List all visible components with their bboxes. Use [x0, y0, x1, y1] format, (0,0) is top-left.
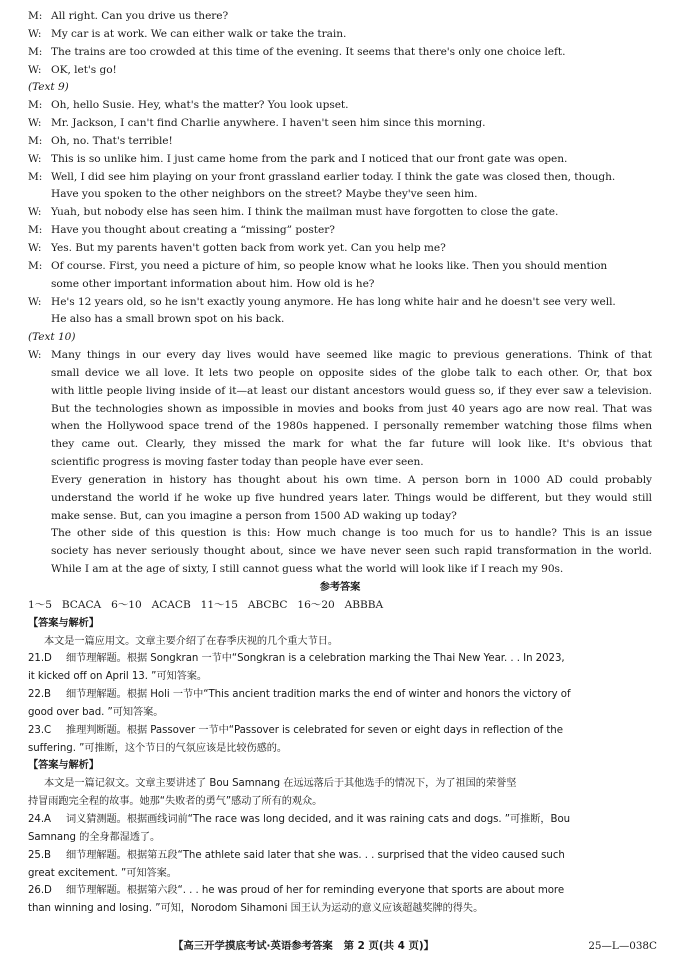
line-text: This is so unlike him. I just came home from the park and I noticed that our front gate was open.: [51, 152, 568, 165]
line-text: While I am at the age of sixty, I still cannot guess what the world will look like if I reach my 90s.: [51, 563, 564, 576]
section2-items: [28, 811, 652, 918]
answer-number: 24.A: [28, 813, 51, 825]
answer-item: [28, 847, 652, 865]
dialogue-line: [28, 561, 652, 579]
answer-explanation: 细节理解题。根据 Holi 一节中“This ancient tradition marks the end of winter and honors the victory of: [66, 689, 571, 701]
answer-explanation-cont: it kicked off on April 13. ”可知答案。: [28, 671, 208, 683]
text9-heading: (Text 9): [28, 81, 69, 94]
line-text: scientific progress is moving faster today than people have ever seen.: [51, 456, 424, 469]
line-text: Yes. But my parents haven't gotten back from work yet. Can you help me?: [51, 241, 446, 254]
dialogue-line: [28, 383, 652, 401]
speaker-label: M:: [28, 99, 43, 112]
dialogue-line: [28, 401, 652, 419]
speaker-label: M:: [28, 45, 43, 58]
section1-title: 【答案与解析】: [28, 617, 99, 629]
line-text: with little people living inside of it—at least our distant ancestors would guess so, if they ever saw a television.: [51, 384, 652, 397]
dialogue-line: [28, 294, 652, 312]
dialogue-line: [28, 204, 652, 222]
speaker-label: W:: [28, 241, 42, 254]
line-text: understand the world if he woke up five hundred years later. Things would be different, but they would still: [51, 491, 652, 504]
line-text: The other side of this question is this: How much change is too much for us to handle? This is an issue: [51, 527, 652, 540]
speaker-label: W:: [28, 117, 42, 130]
answer-explanation: 推理判断题。根据 Passover 一节中“Passover is celebrated for seven or eight days in reflection of the: [66, 724, 563, 736]
speaker-label: M:: [28, 224, 43, 237]
dialogue-line: [28, 186, 652, 204]
section2-title: 【答案与解析】: [28, 760, 99, 772]
answer-explanation: 细节理解题。根据第五段“The athlete said later that she was. . . surprised that the video caused such: [66, 849, 565, 861]
speaker-label: W:: [28, 349, 42, 362]
answer-number: 25.B: [28, 849, 51, 861]
line-text: Many things in our every day lives would have seemed like magic to previous generations. Think of that: [51, 349, 652, 362]
dialogue-line: [28, 8, 652, 26]
section2-intro-line2: 持冒雨跑完全程的故事。她那“失败者的勇气”感动了所有的观众。: [28, 796, 323, 808]
line-text: But the technologies shown as impossible in movies and books from just 40 years ago are now real. That was: [51, 402, 652, 415]
answers-title: 参考答案: [319, 582, 361, 593]
answer-item: [28, 811, 652, 829]
line-text: Oh, no. That's terrible!: [51, 134, 173, 147]
dialogue-top: [28, 8, 652, 79]
dialogue-line: [28, 347, 652, 365]
dialogue-line: [28, 472, 652, 490]
dialogue-line: [28, 169, 652, 187]
line-text: The trains are too crowded at this time of the evening. It seems that there's only one choice left.: [51, 45, 566, 58]
line-text: society has never seriously thought about, since we have never seen such rapid transformation in the world.: [51, 545, 652, 558]
answer-number: 22.B: [28, 689, 51, 701]
line-text: they came out. Clearly, they missed the mark for what the far future will look like. It's obvious that: [51, 438, 652, 451]
answers-line: 1～5 BCACA 6～10 ACACB 11～15 ABCBC 16～20 ABBBA: [28, 598, 384, 611]
answer-explanation: 细节理解题。根据第六段“. . . he was proud of her for reminding everyone that sports are about more: [66, 885, 565, 897]
answer-explanation: 词义猜测题。根据画线词前“The race was long decided, and it was raining cats and dogs. ”可推断，Bou: [66, 813, 571, 825]
text10-heading: (Text 10): [28, 331, 76, 344]
line-text: when the Hollywood space trend of the 1980s happened. I personally remember watching those films when: [51, 420, 652, 433]
dialogue-line: [28, 151, 652, 169]
dialogue-line: [28, 276, 652, 294]
answer-explanation-cont: good over bad. ”可知答案。: [28, 706, 164, 718]
line-text: All right. Can you drive us there?: [51, 10, 229, 22]
answer-number: 21.D: [28, 653, 52, 665]
line-text: He's 12 years old, so he isn't exactly young anymore. He has long white hair and he doesn't see very well.: [51, 295, 616, 308]
answer-explanation-cont: than winning and losing. ”可知，Norodom Sihamoni 国王认为运动的意义应该超越奖牌的得失。: [28, 903, 484, 915]
dialogue-line: [28, 525, 652, 543]
line-text: Yuah, but nobody else has seen him. I think the mailman must have forgotten to close the gate.: [51, 206, 559, 219]
line-text: My car is at work. We can either walk or take the train.: [51, 27, 347, 40]
line-text: Oh, hello Susie. Hey, what's the matter? You look upset.: [51, 99, 349, 112]
document-page: [28, 8, 652, 918]
page-footer: [0, 936, 677, 956]
speaker-label: M:: [28, 170, 43, 183]
speaker-label: W:: [28, 152, 42, 165]
text10-monologue: [28, 347, 652, 579]
line-text: Mr. Jackson, I can't find Charlie anywhere. I haven't seen him since this morning.: [51, 117, 486, 130]
answer-explanation-cont: suffering. ”可推断，这个节日的气氛应该是比较伤感的。: [28, 742, 288, 754]
line-text: He also has a small brown spot on his back.: [51, 313, 285, 326]
dialogue-line: [28, 240, 652, 258]
line-text: some other important information about him. How old is he?: [51, 277, 375, 290]
section1-intro: 本文是一篇应用文。文章主要介绍了在春季庆视的几个重大节日。: [44, 635, 338, 647]
line-text: small device we all love. It lets two people on opposite sides of the globe talk to each other. Or, that box: [51, 366, 652, 379]
answer-item: [28, 650, 652, 668]
line-text: Every generation in history has thought about his own time. A person born in 1000 AD could probably: [51, 473, 652, 486]
answer-item: [28, 686, 652, 704]
speaker-label: W:: [28, 295, 42, 308]
line-text: Well, I did see him playing on your front grassland earlier today. I think the gate was closed then, though.: [51, 170, 616, 183]
dialogue-line: [28, 258, 652, 276]
dialogue-line: [28, 508, 652, 526]
speaker-label: M:: [28, 10, 43, 22]
dialogue-line: [28, 490, 652, 508]
answer-number: 23.C: [28, 724, 52, 736]
dialogue-line: [28, 418, 652, 436]
dialogue-line: [28, 365, 652, 383]
dialogue-line: [28, 436, 652, 454]
answer-explanation-cont: great excitement. ”可知答案。: [28, 867, 177, 879]
line-text: OK, let's go!: [51, 63, 117, 76]
text9-dialogue: [28, 97, 652, 329]
dialogue-line: [28, 62, 652, 80]
dialogue-line: [28, 311, 652, 329]
answer-item: [28, 882, 652, 900]
dialogue-line: [28, 543, 652, 561]
answer-number: 26.D: [28, 885, 52, 897]
speaker-label: M:: [28, 259, 43, 272]
line-text: make sense. But, can you imagine a person from 1500 AD waking up today?: [51, 509, 457, 522]
section1-items: [28, 650, 652, 757]
speaker-label: M:: [28, 134, 43, 147]
dialogue-line: [28, 26, 652, 44]
line-text: Of course. First, you need a picture of him, so people know what he looks like. Then you should mention: [51, 259, 608, 272]
answer-explanation-cont: Samnang 的全身都湿透了。: [28, 831, 161, 843]
dialogue-line: [28, 454, 652, 472]
line-text: Have you spoken to the other neighbors on the street? Maybe they've seen him.: [51, 188, 478, 201]
footer-code: 25—L—038C: [588, 940, 657, 952]
footer-title: 【高三开学摸底考试·英语参考答案 第 2 页(共 4 页)】: [173, 940, 435, 952]
answer-item: [28, 722, 652, 740]
dialogue-line: [28, 115, 652, 133]
section2-intro-line1: 本文是一篇记叙文。文章主要讲述了 Bou Samnang 在远远落后于其他选手的情况下，为了祖国的荣誉坚: [44, 778, 517, 790]
answer-explanation: 细节理解题。根据 Songkran 一节中“Songkran is a celebration marking the Thai New Year. . . In 2023,: [66, 653, 565, 665]
speaker-label: W:: [28, 27, 42, 40]
dialogue-line: [28, 44, 652, 62]
speaker-label: W:: [28, 63, 42, 76]
dialogue-line: [28, 222, 652, 240]
speaker-label: W:: [28, 206, 42, 219]
dialogue-line: [28, 133, 652, 151]
dialogue-line: [28, 97, 652, 115]
line-text: Have you thought about creating a “missing” poster?: [51, 224, 335, 237]
